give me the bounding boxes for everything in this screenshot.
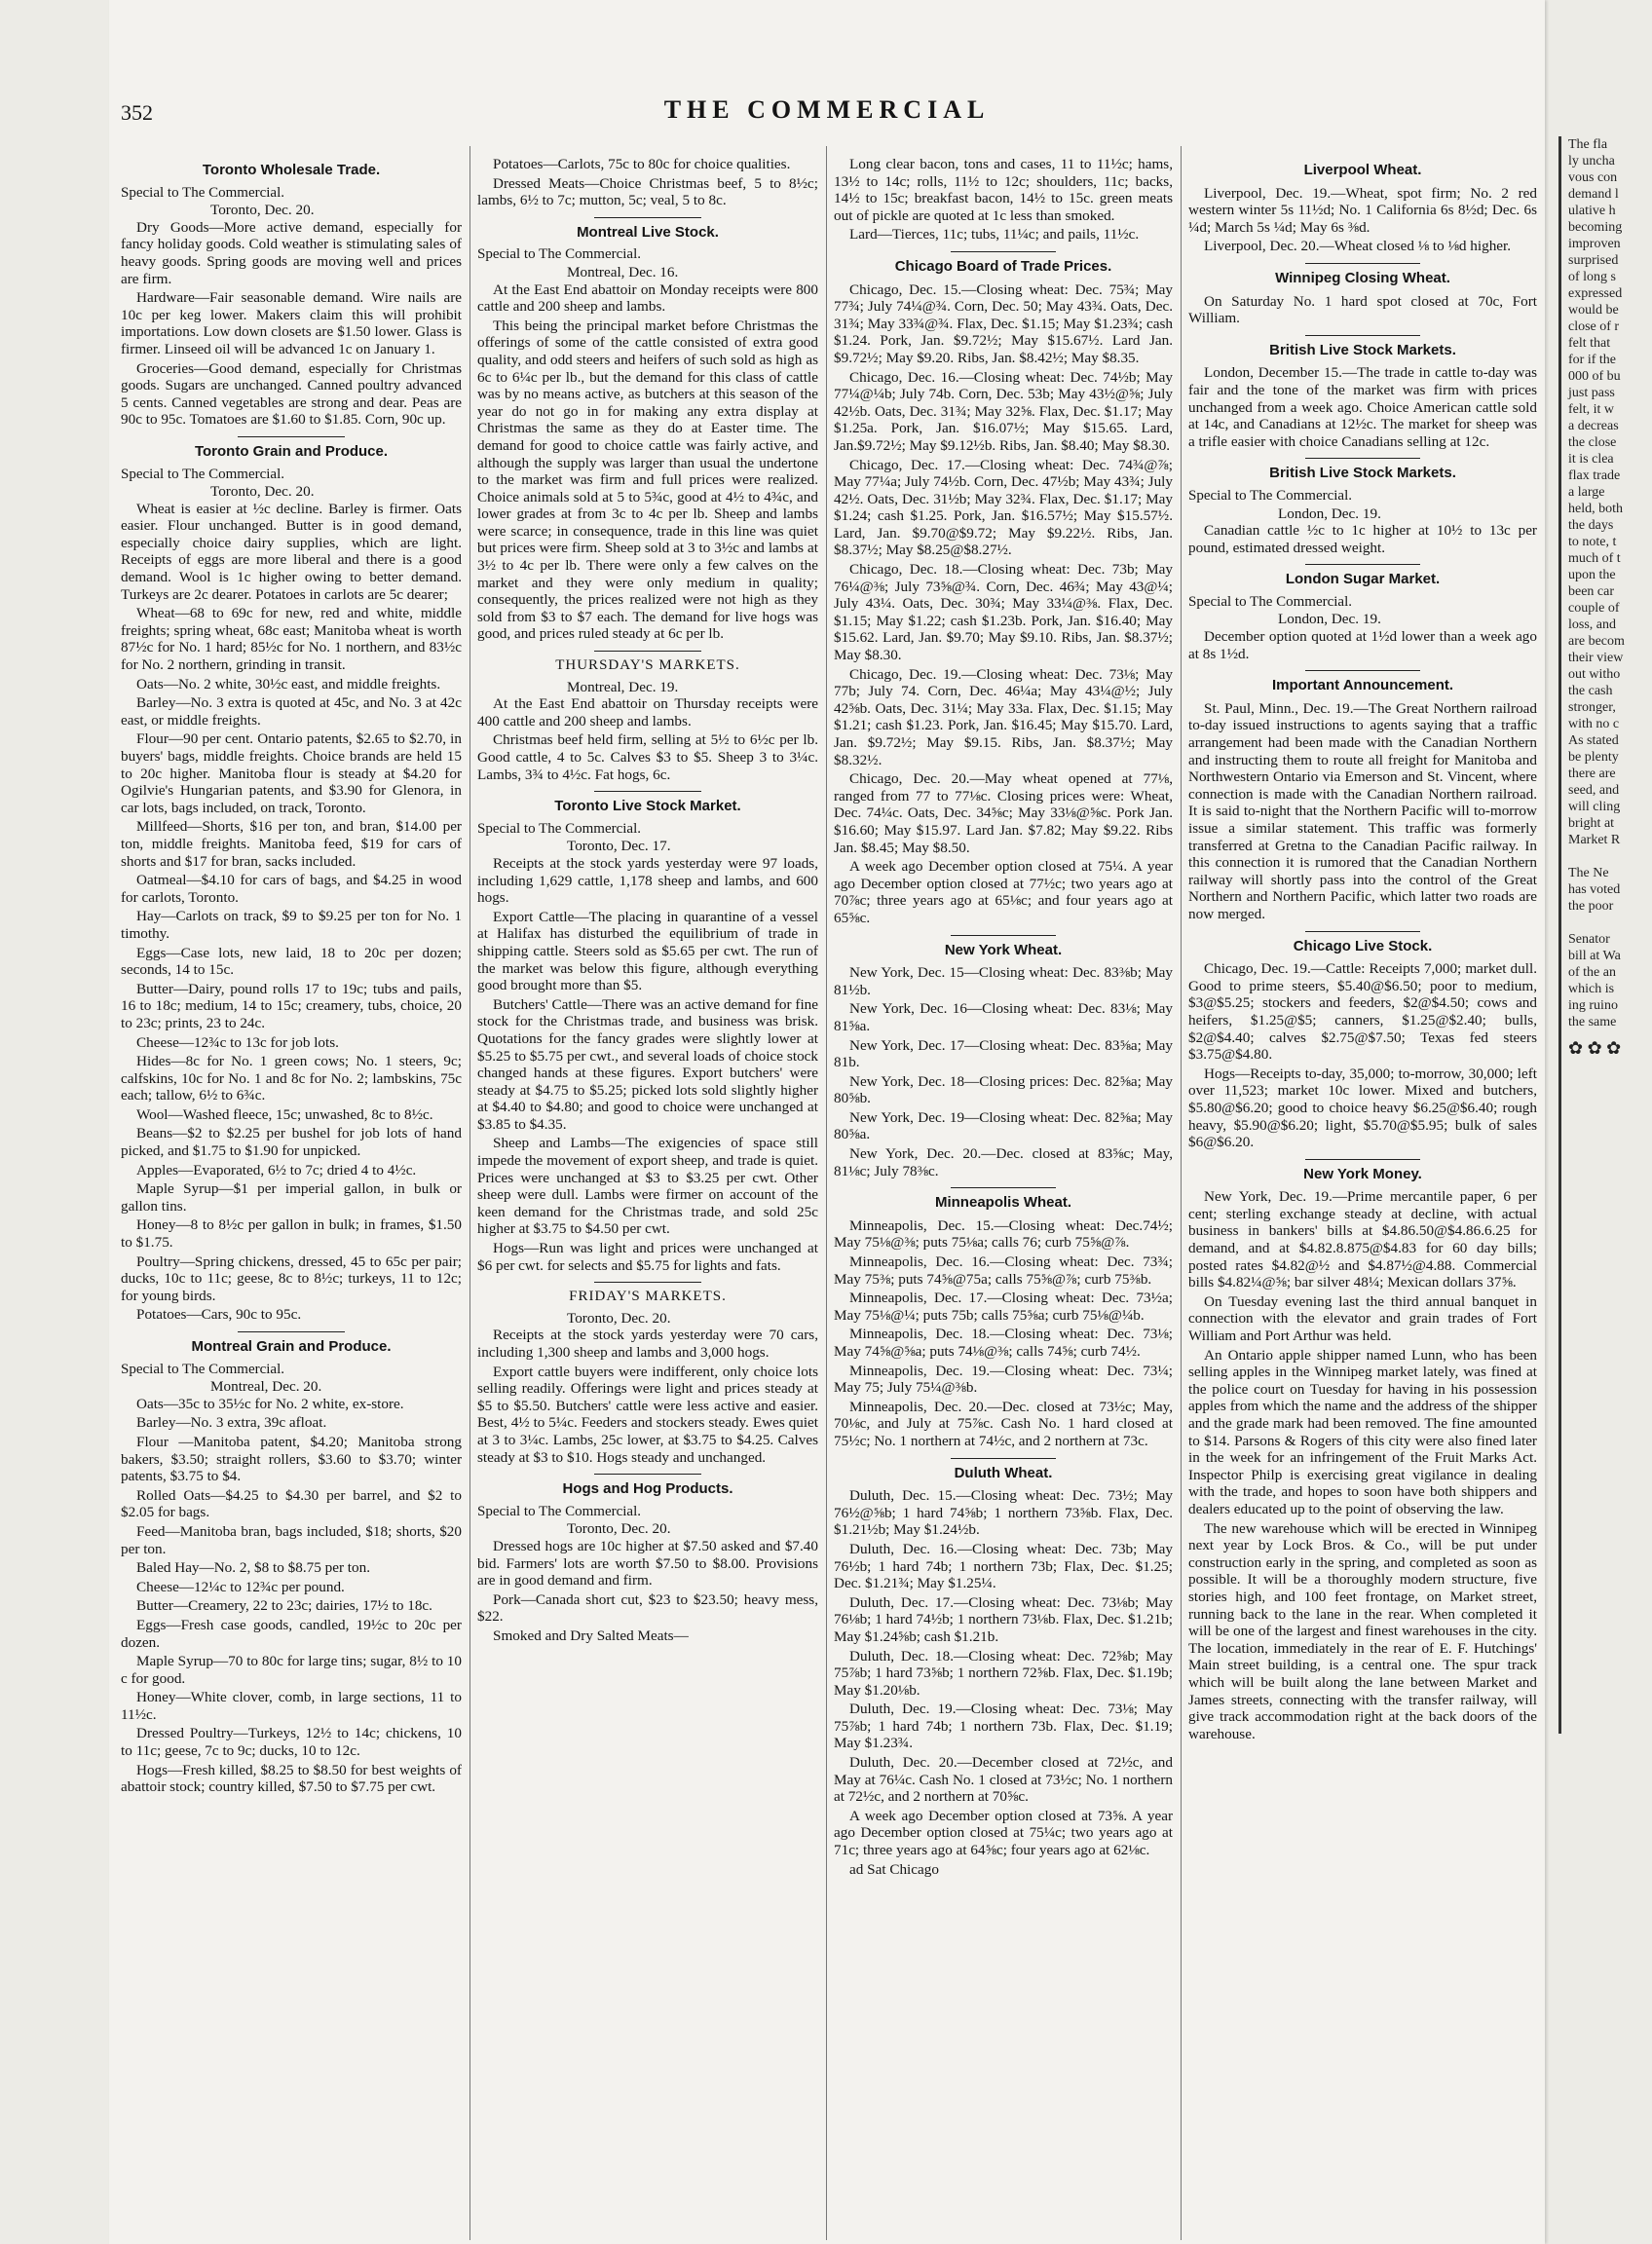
article-paragraph: Christmas beef held firm, selling at 5½ to 6½c per lb. Good cattle, 4 to 5c. Calves $3 to $5. Sheep 3 to 3¼c. Lambs, 3¾ to 4½c. Fat hogs, 6c. — [477, 731, 818, 783]
adjacent-text-fragment: the close — [1568, 435, 1617, 450]
article-paragraph: Poultry—Spring chickens, dressed, 45 to 65c per pair; ducks, 10c to 11c; geese, 8c to 8½c; turkeys, 11 to 12c; for young birds. — [121, 1253, 462, 1304]
article-paragraph: Maple Syrup—70 to 80c for large tins; sugar, 8½ to 10 c for good. — [121, 1653, 462, 1687]
article-paragraph: At the East End abattoir on Monday receipts were 800 cattle and 200 sheep and lambs. — [477, 280, 818, 316]
article-heading: British Live Stock Markets. — [1269, 341, 1456, 358]
article-section — [834, 1194, 1173, 1449]
article-paragraph: Apples—Evaporated, 6½ to 7c; dried 4 to 4½c. — [136, 1161, 417, 1178]
article-paragraph: On Tuesday evening last the third annual banquet in connection with the elevator and grain trades of Fort William and Port Arthur was held. — [1188, 1292, 1537, 1345]
adjacent-text-fragment: a decreas — [1568, 419, 1619, 433]
article-paragraph: Dressed Poultry—Turkeys, 12½ to 14c; chickens, 10 to 11c; geese, 7c to 9c; ducks, 10 to 12c. — [121, 1725, 462, 1760]
section-divider — [1305, 1159, 1420, 1160]
article-heading: British Live Stock Markets. — [1269, 465, 1456, 482]
article-heading: Important Announcement. — [1271, 677, 1454, 694]
article-paragraph: This being the principal market before Christmas the offerings of some of the cattle consisted of extra good quality, and odd steers and heifers of such sold as high as 6c to 6¼c per lb., but the demand for this class of cattle was by no means active, as butchers at this season of the year do not go in for making any extra display at Christmas the same as they do at Easter time. The demand for good to choice cattle was fairly active, and although the supply was larger than usual the undertone to the market was firm and full prices were realized. Choice animals sold at 5 to 5¾c, good at 4½ to 4¾c, and lower grades at from 3c to 4c per lb. Sheep and lambs were scarce; in consequence, trade in this line was quiet but prices were firm. Sheep sold at 3 to 3½c and lambs at 3½ to 4c per lb. There were only a few calves on the market and they were only medium in quality; consequently, the prices realized were not high as they sold from $3 to $7 each. The demand for live hogs was good, and prices ruled steady at 6c per lb. — [477, 317, 818, 643]
article-paragraph: Pork—Canada short cut, $23 to $23.50; heavy mess, $22. — [477, 1590, 818, 1626]
adjacent-text-fragment: improven — [1568, 237, 1621, 251]
article-paragraph: New York, Dec. 19.—Prime mercantile paper, 6 per cent; sterling exchange steady at decline, with actual business in bankers' bills at $4.86.50@$4.86.6.25 for demand, and at $4.82.8.875@$4.83 for 60 day bills; posted rates $4.82@½ and $4.87½@4.88. Commercial bills $4.82¼@⅝; bar silver 48¼; Mexican dollars 37⅝. — [1188, 1188, 1537, 1291]
article-paragraph: Eggs—Fresh case goods, candled, 19½c to 20c per dozen. — [121, 1616, 462, 1651]
adjacent-text-fragment: of long s — [1568, 270, 1616, 284]
article-paragraph: Groceries—Good demand, especially for Christmas goods. Sugars are unchanged. Canned poultry advanced 5 cents. Canned vegetables are strong and dear. Peas are 90c to 95c. Tomatoes are $1.60 to $1.85. Corn, 90c up. — [121, 359, 462, 429]
dateline: Toronto, Dec. 20. — [567, 1309, 671, 1327]
article-paragraph: Minneapolis, Dec. 16.—Closing wheat: Dec. 73¾; May 75⅜; puts 74⅝@75a; calls 75⅝@⅞; curb 75⅜b. — [834, 1253, 1173, 1288]
column-4 — [1188, 156, 1537, 2221]
article-section — [1188, 938, 1537, 1151]
section-divider — [951, 935, 1056, 936]
adjacent-text-fragment: ulative h — [1568, 204, 1616, 218]
adjacent-text-fragment: flax trade — [1568, 468, 1621, 483]
special-note: Special to The Commercial. — [1188, 593, 1353, 610]
column-3 — [834, 156, 1173, 2221]
adjacent-text-fragment: has voted — [1568, 882, 1621, 897]
adjacent-text-fragment: surprised — [1568, 253, 1619, 268]
adjacent-text-fragment: the same — [1568, 1015, 1617, 1029]
article-paragraph: Minneapolis, Dec. 19.—Closing wheat: Dec. 73¼; May 75; July 75¼@⅜b. — [834, 1362, 1173, 1397]
article-paragraph: Barley—No. 3 extra is quoted at 45c, and No. 3 at 42c east, or middle freights. — [121, 694, 462, 729]
article-paragraph: Chicago, Dec. 17.—Closing wheat: Dec. 74¾@⅞; May 77¼a; July 74½b. Corn, Dec. 47½b; May 43¾; July 42½. Oats, Dec. 31½b; May 32¾. Flax, Dec. $1.17; May $1.24; cash $1.25. Pork, Jan. $16.57½; May $15.57½. Lard, Jan. $9.70@$9.72; May $9.22½. Ribs, Jan. $8.37½; May $8.25@$8.27½. — [834, 456, 1173, 559]
article-heading: New York Wheat. — [944, 941, 1063, 958]
section-divider — [594, 651, 701, 652]
dateline: London, Dec. 19. — [1278, 611, 1381, 628]
article-section — [477, 156, 818, 209]
article-heading: Liverpool Wheat. — [1303, 162, 1422, 178]
adjacent-text-fragment: there are — [1568, 767, 1616, 781]
article-section — [1188, 571, 1537, 662]
article-heading: Montreal Live Stock. — [577, 223, 719, 241]
adjacent-text-fragment: much of t — [1568, 551, 1621, 566]
adjacent-text-fragment: close of r — [1568, 319, 1620, 334]
article-paragraph: Chicago, Dec. 16.—Closing wheat: Dec. 74½b; May 77¼@¼b; July 74b. Corn, Dec. 53b; May 43½@⅝; July 42½b. Oats, Dec. 31¾; May 32⅝. Flax, Dec. $1.17; May $1.25a. Pork, Jan. $16.07½; May $15.65. Lard, Jan.$9.72½; May $9.12½b. Ribs, Jan. $8.40; May $8.30. — [834, 368, 1173, 454]
article-paragraph: Sheep and Lambs—The exigencies of space still impede the movement of export sheep, and trade is quiet. Prices were unchanged at $3 to $3.25 per cwt. Other sheep were dull. Lambs were firmer on account of the keen demand for the Christmas trade, and sold 25c higher at $3.75 to $4.50 per cwt. — [477, 1135, 818, 1238]
section-divider — [238, 1331, 345, 1332]
adjacent-text-fragment: of the an — [1568, 965, 1616, 980]
section-divider — [1305, 564, 1420, 565]
article-paragraph: Duluth, Dec. 18.—Closing wheat: Dec. 72⅝b; May 75⅞b; 1 hard 73⅝b; 1 northern 72⅝b. Flax, Dec. $1.19b; May $1.20⅛b. — [834, 1647, 1173, 1699]
article-section — [834, 1465, 1173, 1879]
adjacent-text-fragment: bright at — [1568, 816, 1615, 831]
adjacent-text-fragment: felt that — [1568, 336, 1611, 351]
adjacent-text-fragment: will cling — [1568, 800, 1621, 814]
article-section — [121, 1338, 462, 1796]
article-paragraph: Rolled Oats—$4.25 to $4.30 per barrel, and $2 to $2.05 for bags. — [121, 1486, 462, 1521]
article-heading: Toronto Wholesale Trade. — [202, 162, 381, 178]
section-divider — [1305, 263, 1420, 264]
section-divider — [1305, 670, 1420, 671]
article-paragraph: Oats—No. 2 white, 30½c east, and middle freights. — [136, 675, 441, 692]
article-heading: Montreal Grain and Produce. — [191, 1338, 392, 1355]
article-paragraph: Receipts at the stock yards yesterday were 97 loads, including 1,629 cattle, 1,178 sheep and lambs, and 600 hogs. — [477, 854, 818, 907]
article-paragraph: An Ontario apple shipper named Lunn, who has been selling apples in the Winnipeg market lately, was fined at the police court on Tuesday for having in his possession apples from which the name and the address of the shipper and the grade mark had been removed. The fine amounted to $14. Parsons & Rogers of this city were also fined later in the week for an infringement of the Fruit Marks Act. Inspector Philp is exercising great vigilance in dealing with the trade, and hopes to soon have both shippers and dealers educated up to the point of observing the law. — [1188, 1346, 1537, 1517]
adjacent-page-strip — [1558, 136, 1652, 1734]
article-heading: Chicago Live Stock. — [1293, 937, 1433, 954]
article-paragraph: Butchers' Cattle—There was an active demand for fine stock for the Christmas trade, and business was brisk. Quotations for the fancy grades were slightly lower at $5.25 to $5.75 per cwt., and several loads of choice stock changed hands at these figures. Export butchers' were steady at $4.75 to $5.25; picked lots sold slightly higher at $4.40 to $4.80; and good to choice were unchanged at $3.85 to $4.35. — [477, 995, 818, 1133]
article-section — [1188, 270, 1537, 327]
article-section — [834, 156, 1173, 243]
adjacent-text-fragment: vous con — [1568, 170, 1618, 185]
article-paragraph: Oats—35c to 35½c for No. 2 white, ex-store. — [136, 1395, 404, 1412]
article-paragraph: Dry Goods—More active demand, especially for fancy holiday goods. Cold weather is stimulating sales of heavy goods. Spring goods are moving well and prices are firm. — [121, 218, 462, 287]
article-paragraph: Flour —Manitoba patent, $4.20; Manitoba strong bakers, $3.50; straight rollers, $3.60 to $3.70; winter patents, $3.75 to $4. — [121, 1433, 462, 1485]
ornament-border: ✿ ✿ ✿ — [1568, 1038, 1622, 1058]
adjacent-text-fragment: it is clea — [1568, 452, 1614, 467]
adjacent-text-fragment: the days — [1568, 518, 1614, 533]
article-heading: Minneapolis Wheat. — [934, 1194, 1071, 1212]
section-divider — [594, 1474, 701, 1475]
adjacent-text-fragment: ing ruino — [1568, 998, 1618, 1013]
section-divider — [594, 217, 701, 218]
article-paragraph: New York, Dec. 15—Closing wheat: Dec. 83⅜b; May 81½b. — [834, 964, 1173, 998]
article-paragraph: Millfeed—Shorts, $16 per ton, and bran, $14.00 per ton, middle freights. Manitoba feed, $19 for cars of shorts and $17 for bran, sacks included. — [121, 818, 462, 870]
adjacent-text-fragment: a large — [1568, 485, 1605, 500]
dateline: Montreal, Dec. 16. — [567, 263, 679, 280]
article-paragraph: Dressed hogs are 10c higher at $7.50 asked and $7.40 bid. Farmers' lots are worth $7.50 to $8.00. Provisions are in good demand and firm. — [477, 1537, 818, 1590]
section-divider — [238, 436, 345, 437]
article-heading: Toronto Live Stock Market. — [554, 798, 741, 815]
article-heading: Toronto Grain and Produce. — [194, 442, 389, 460]
article-paragraph: Hardware—Fair seasonable demand. Wire nails are 10c per keg lower. Makers claim this will prohibit importations. Low down closets are $1.50 lower. Glass is firmer. Linseed oil will be advanced 1c on January 1. — [121, 289, 462, 357]
page-number: 352 — [121, 100, 153, 125]
special-note: Special to The Commercial. — [121, 1361, 285, 1377]
article-section — [1188, 342, 1537, 451]
article-paragraph: Chicago, Dec. 20.—May wheat opened at 77⅛, ranged from 77 to 77⅛c. Closing prices were: Wheat, Dec. 74¼c. Oats, Dec. 34⅝c; May 33⅛@⅝c. Pork Jan. $16.60; May $15.97. Lard Jan. $7.82; May $9.22. Ribs Jan. $8.45; May $8.50. — [834, 770, 1173, 856]
adjacent-text-fragment: would be — [1568, 303, 1619, 318]
article-paragraph: Minneapolis, Dec. 20.—Dec. closed at 73½c; May, 70⅛c, and July at 75⅞c. Cash No. 1 hard closed at 75½c; No. 1 northern at 74½c, and 2 northern at 73c. — [834, 1398, 1173, 1449]
article-paragraph: Beans—$2 to $2.25 per bushel for job lots of hand picked, and $1.75 to $1.90 for unpicked. — [121, 1125, 462, 1160]
article-paragraph: New York, Dec. 17—Closing wheat: Dec. 83⅝a; May 81b. — [834, 1036, 1173, 1071]
section-divider — [951, 1187, 1056, 1188]
article-paragraph: Export cattle buyers were indifferent, only choice lots selling readily. Offerings were light and prices steady at $5 to $5.50. Butchers' cattle were less active and easier. Best, 4½ to 5¼c. Feeders and stockers steady. Ewes quiet at 3 to 3¼c. Lambs, 25c lower, at $3.75 to $4.25. Calves steady at $3 to $10. Hogs steady and unchanged. — [477, 1363, 818, 1466]
section-divider — [594, 1282, 701, 1283]
adjacent-text-fragment: seed, and — [1568, 783, 1620, 798]
page-edge — [1558, 136, 1561, 1734]
article-paragraph: Minneapolis, Dec. 18.—Closing wheat: Dec. 73⅛; May 74⅝@⅝a; puts 74⅛@⅜; calls 74⅝; curb 74½. — [834, 1326, 1173, 1360]
adjacent-text-fragment: the poor — [1568, 899, 1614, 914]
article-paragraph: Hay—Carlots on track, $9 to $9.25 per ton for No. 1 timothy. — [121, 908, 462, 942]
article-paragraph: ad Sat Chicago — [849, 1860, 939, 1878]
article-paragraph: Chicago, Dec. 19.—Cattle: Receipts 7,000; market dull. Good to prime steers, $5.40@$6.50; poor to medium, $3@$5.25; stockers and feeders, $2@$4.50; cows and heifers, $1.25@$5; canners, $1.25@$2.40; bulls, $2@$4.40; calves $2.75@$7.50; Texas fed steers $3.75@$4.80. — [1188, 960, 1537, 1064]
article-subhead: FRIDAY'S MARKETS. — [569, 1289, 727, 1305]
article-paragraph: Maple Syrup—$1 per imperial gallon, in bulk or gallon tins. — [121, 1180, 462, 1215]
adjacent-text-fragment: to note, t — [1568, 535, 1617, 549]
article-paragraph: Duluth, Dec. 20.—December closed at 72½c, and May at 76¼c. Cash No. 1 closed at 73½c; No. 1 northern at 72½c, and 2 northern at 70⅝c. — [834, 1754, 1173, 1806]
article-section — [121, 162, 462, 429]
article-section — [1188, 162, 1537, 255]
dateline: Montreal, Dec. 20. — [210, 1378, 322, 1396]
article-heading: New York Money. — [1303, 1165, 1422, 1182]
adjacent-text-fragment — [1558, 848, 1652, 865]
section-divider — [1305, 335, 1420, 336]
article-paragraph: Liverpool, Dec. 20.—Wheat closed ⅛ to ⅛d higher. — [1204, 238, 1512, 255]
section-divider — [1305, 458, 1420, 459]
article-section — [477, 1289, 818, 1466]
article-heading: Duluth Wheat. — [954, 1464, 1053, 1481]
article-section — [1188, 465, 1537, 556]
article-paragraph: New York, Dec. 19—Closing wheat: Dec. 82⅝a; May 80⅝a. — [834, 1108, 1173, 1143]
adjacent-text-fragment: felt, it w — [1568, 402, 1615, 417]
article-paragraph: Lard—Tierces, 11c; tubs, 11¼c; and pails, 11½c. — [849, 226, 1140, 243]
article-heading: Chicago Board of Trade Prices. — [894, 257, 1112, 275]
article-paragraph: Wheat—68 to 69c for new, red and white, middle freights; spring wheat, 68c east; Manitoba wheat is worth 87½c for No. 1 hard; 85½c for No. 1 northern, and 83½c for No. 2 northern, grinding in transit. — [121, 605, 462, 674]
article-paragraph: On Saturday No. 1 hard spot closed at 70c, Fort William. — [1188, 292, 1537, 327]
column-rule — [1181, 146, 1182, 2240]
article-paragraph: Hogs—Run was light and prices were unchanged at $6 per cwt. for selects and $5.75 for lights and fats. — [477, 1240, 818, 1274]
adjacent-text-fragment: upon the — [1568, 568, 1616, 582]
special-note: Special to The Commercial. — [121, 184, 285, 201]
adjacent-text-fragment: bill at Wa — [1568, 949, 1621, 963]
article-section — [1188, 677, 1537, 922]
section-divider — [951, 1458, 1056, 1459]
article-paragraph: Eggs—Case lots, new laid, 18 to 20c per dozen; seconds, 14 to 15c. — [121, 944, 462, 979]
article-paragraph: Cheese—12¾c to 13c for job lots. — [136, 1033, 339, 1051]
adjacent-text-fragment: 000 of bu — [1568, 369, 1621, 384]
article-section — [121, 443, 462, 1324]
article-paragraph: Barley—No. 3 extra, 39c afloat. — [136, 1414, 327, 1432]
article-paragraph: Receipts at the stock yards yesterday were 70 cars, including 1,300 sheep and lambs and 3,000 hogs. — [477, 1327, 818, 1361]
adjacent-text-fragment — [1558, 915, 1652, 931]
article-paragraph: Butter—Dairy, pound rolls 17 to 19c; tubs and pails, 16 to 18c; medium, 14 to 15c; creamery, tubs, choice, 20 to 23c; prints, 23 to 24c. — [121, 980, 462, 1031]
special-note: Special to The Commercial. — [477, 820, 642, 837]
adjacent-text-fragment: expressed — [1568, 286, 1623, 301]
adjacent-text-fragment: their view — [1568, 651, 1624, 665]
article-paragraph: Feed—Manitoba bran, bags included, $18; shorts, $20 per ton. — [121, 1522, 462, 1557]
article-paragraph: A week ago December option closed at 75¼. A year ago December option closed at 77½c; two years ago at 70⅞c; three years ago at 65⅛c; and four years ago at 65⅝c. — [834, 858, 1173, 926]
adjacent-text-fragment: loss, and — [1568, 617, 1616, 632]
adjacent-text-fragment: demand l — [1568, 187, 1619, 202]
adjacent-text-fragment: stronger, — [1568, 700, 1616, 715]
article-paragraph: Duluth, Dec. 19.—Closing wheat: Dec. 73⅛; May 75⅞b; 1 hard 74b; 1 northern 73b. Flax, Dec. $1.19; May $1.23¾. — [834, 1701, 1173, 1752]
section-divider — [594, 791, 701, 792]
article-paragraph: Hogs—Fresh killed, $8.25 to $8.50 for best weights of abattoir stock; country killed, $7.50 to $7.75 per cwt. — [121, 1761, 462, 1796]
adjacent-text-fragment: The fla — [1568, 137, 1608, 152]
dateline: Toronto, Dec. 17. — [567, 838, 671, 855]
adjacent-text-fragment: couple of — [1568, 601, 1620, 616]
adjacent-text-fragment: the cash — [1568, 684, 1613, 698]
article-paragraph: Long clear bacon, tons and cases, 11 to 11½c; hams, 13½ to 14c; rolls, 11½ to 12c; shoulders, 11c; backs, 14½ to 15c; breakfast bacon, 14½ to 15c. green meats out of pickle are quoted at 1c less than smoked. — [834, 156, 1173, 224]
adjacent-text-fragment: Market R — [1568, 833, 1621, 847]
article-paragraph: Smoked and Dry Salted Meats— — [493, 1627, 689, 1644]
article-paragraph: London, December 15.—The trade in cattle to-day was fair and the tone of the market was firm with prices unchanged from a week ago. Choice American cattle sold at 14c, and Canadians at 12½c. The market for sheep was a trifle easier with choice Canadians selling at 12c. — [1188, 364, 1537, 450]
article-section — [477, 657, 818, 783]
article-paragraph: Wool—Washed fleece, 15c; unwashed, 8c to 8½c. — [136, 1105, 433, 1123]
article-paragraph: New York, Dec. 16—Closing wheat: Dec. 83⅛; May 81⅝a. — [834, 1000, 1173, 1034]
special-note: Special to The Commercial. — [477, 246, 642, 263]
article-paragraph: New York, Dec. 18—Closing prices: Dec. 82⅝a; May 80⅝b. — [834, 1072, 1173, 1107]
article-paragraph: The new warehouse which will be erected in Winnipeg next year by Lock Bros. & Co., will be put under construction early in the spring, and completed as soon as possible. It will be a thoroughly modern structure, five stories high, and 100 feet frontage, on Market street, running back to the lane in the rear. When completed it will be one of the largest and finest warehouses in the city. The location, immediately in the rear of E. F. Hutchings' Main street building, is a central one. The spur track which will be built along the lane between Market and James streets, connecting with the transfer railway, will give track accommodation right at the back doors of the warehouse. — [1188, 1519, 1537, 1742]
section-divider — [1305, 931, 1420, 932]
column-rule — [826, 146, 827, 2240]
article-section — [477, 1480, 818, 1644]
adjacent-text-fragment: just pass — [1568, 386, 1615, 400]
adjacent-text-fragment: held, both — [1568, 502, 1623, 516]
article-heading: Winnipeg Closing Wheat. — [1275, 269, 1450, 286]
article-paragraph: Flour—90 per cent. Ontario patents, $2.65 to $2.70, in buyers' bags, middle freights. Choice brands are held 15 to 20c higher. Manitoba flour is steady at $4.20 for Ogilvie's Hungarian patents, and $3.90 for Glenora, in car lots, bags included, on track, Toronto. — [121, 730, 462, 816]
article-paragraph: A week ago December option closed at 73⅝. A year ago December option closed at 75¼c; two years ago at 71c; three years ago at 64⅝c; four years ago at 62⅛c. — [834, 1807, 1173, 1859]
article-paragraph: Chicago, Dec. 18.—Closing wheat: Dec. 73b; May 76¼@⅜; July 73⅝@¾. Corn, Dec. 46¾; May 43@¼; July 43¼. Oats, Dec. 30¾; May 33¼@⅜. Flax, Dec. $1.15; May $1.22; cash $1.23b. Pork, Jan. $16.40; May $15.62. Lard, Jan. $9.70; May $9.10. Ribs, Jan. $8.37½; May $8.30. — [834, 561, 1173, 664]
article-section — [1188, 1166, 1537, 1743]
special-note: Special to The Commercial. — [1188, 487, 1353, 504]
article-paragraph: Duluth, Dec. 15.—Closing wheat: Dec. 73½; May 76½@⅝b; 1 hard 74⅝b; 1 northern 73⅝b. Flax, Dec. $1.21½b; May $1.24½b. — [834, 1487, 1173, 1539]
section-divider — [951, 251, 1056, 252]
adjacent-text-fragment: been car — [1568, 584, 1615, 599]
adjacent-text-fragment: As stated — [1568, 733, 1619, 748]
article-paragraph: Canadian cattle ½c to 1c higher at 10½ to 13c per pound, estimated dressed weight. — [1188, 522, 1537, 556]
article-paragraph: Baled Hay—No. 2, $8 to $8.75 per ton. — [136, 1559, 371, 1577]
article-section — [834, 258, 1173, 927]
dateline: Montreal, Dec. 19. — [567, 678, 679, 695]
article-paragraph: Export Cattle—The placing in quarantine of a vessel at Halifax has disturbed the equilibrium of trade in shipping cattle. Steers sold as $5.65 per cwt. The run of the market was below this figure, although everything good brought more than $5. — [477, 908, 818, 994]
article-paragraph: December option quoted at 1½d lower than a week ago at 8s 1½d. — [1188, 628, 1537, 662]
article-paragraph: At the East End abattoir on Thursday receipts were 400 cattle and 200 sheep and lambs. — [477, 695, 818, 729]
dateline: Toronto, Dec. 20. — [210, 202, 315, 219]
article-paragraph: Liverpool, Dec. 19.—Wheat, spot firm; No. 2 red western winter 5s 11½d; No. 1 California 6s 8½d; Dec. 6s ¼d; March 5s ¼d; May 6s ⅜d. — [1188, 184, 1537, 236]
adjacent-text-fragment: out witho — [1568, 667, 1621, 682]
adjacent-text-fragment: Senator — [1568, 932, 1610, 947]
adjacent-text-fragment: for if the — [1568, 353, 1616, 367]
article-paragraph: Wheat is easier at ½c decline. Barley is firmer. Oats easier. Flour unchanged. Butter is in good demand, especially choice dairy supplies, which are light. Receipts of eggs are more liberal and there is a good demand. Wool is 1c higher owing to better demand. Turkeys are 2c dearer. Potatoes in carlots are 5c dearer; — [121, 500, 462, 603]
article-paragraph: Chicago, Dec. 19.—Closing wheat: Dec. 73⅛; May 77b; July 74. Corn, Dec. 46¼a; May 43¼@½; July 42⅝b. Oats, Dec. 31¼; May 33a. Flax, Dec. $1.15; May $1.21; cash $1.23. Pork, Jan. $16.45; May $15.70. Lard, Jan. $9.72½; May $9.15. Ribs, Jan. $8.37½; May $8.32½. — [834, 665, 1173, 768]
article-paragraph: Potatoes—Cars, 90c to 95c. — [136, 1306, 302, 1324]
adjacent-text-fragment: The Ne — [1568, 866, 1609, 880]
adjacent-text-fragment: are becom — [1568, 634, 1625, 649]
article-paragraph: Minneapolis, Dec. 17.—Closing wheat: Dec. 73½a; May 75⅛@¼; puts 75b; calls 75⅝a; curb 75⅛@¼b. — [834, 1290, 1173, 1324]
special-note: Special to The Commercial. — [121, 466, 285, 482]
article-paragraph: Minneapolis, Dec. 15.—Closing wheat: Dec.74½; May 75⅛@⅜; puts 75⅛a; calls 76; curb 75⅝@⅞. — [834, 1216, 1173, 1252]
article-paragraph: Butter—Creamery, 22 to 23c; dairies, 17½ to 18c. — [136, 1597, 432, 1615]
article-paragraph: New York, Dec. 20.—Dec. closed at 83⅝c; May, 81⅛c; July 78⅜c. — [834, 1145, 1173, 1179]
newspaper-page — [109, 0, 1545, 2244]
column-1 — [121, 156, 462, 2221]
article-paragraph: Oatmeal—$4.10 for cars of bags, and $4.25 in wood for carlots, Toronto. — [121, 872, 462, 906]
article-paragraph: Hides—8c for No. 1 green cows; No. 1 steers, 9c; calfskins, 10c for No. 1 and 8c for No. 2; lambskins, 75c each; tallow, 6½ to 6¾c. — [121, 1053, 462, 1104]
article-heading: London Sugar Market. — [1285, 571, 1441, 588]
article-paragraph: St. Paul, Minn., Dec. 19.—The Great Northern railroad to-day issued instructions to agents saying that a traffic arrangement had been made with the Canadian Northern and instructing them to route all freight for Manitoba and Northwestern Ontario via Emerson and St. Vincent, where connection is made with the Canadian Northern railroad. It is said to-night that the Northern Pacific will to-morrow issue a similar statement. This traffic was formerly transferred at Gretna to the Canadian Pacific railway. In this connection it is rumored that the Canadian Northern railway will shortly pass into the control of the Great Northern and Northern Pacific, which latter two roads are now merged. — [1188, 699, 1537, 922]
article-paragraph: Duluth, Dec. 16.—Closing wheat: Dec. 73b; May 76½b; 1 hard 74b; 1 northern 73b; Flax, Dec. $1.25; Dec. $1.21¾; May $1.25¼. — [834, 1540, 1173, 1592]
dateline: Toronto, Dec. 20. — [567, 1520, 671, 1538]
article-paragraph: Honey—8 to 8½c per gallon in bulk; in frames, $1.50 to $1.75. — [121, 1216, 462, 1252]
adjacent-text-fragment: ly uncha — [1568, 154, 1615, 168]
article-section — [477, 798, 818, 1274]
dateline: London, Dec. 19. — [1278, 505, 1381, 522]
dateline: Toronto, Dec. 20. — [210, 483, 315, 501]
article-section — [477, 224, 818, 643]
article-section — [834, 942, 1173, 1180]
adjacent-text-fragment: be plenty — [1568, 750, 1619, 765]
special-note: Special to The Commercial. — [477, 1503, 642, 1519]
article-heading: Hogs and Hog Products. — [562, 1480, 733, 1498]
article-paragraph: Cheese—12¼c to 12¾c per pound. — [136, 1578, 345, 1595]
article-paragraph: Dressed Meats—Choice Christmas beef, 5 to 8½c; lambs, 6½ to 7c; mutton, 5c; veal, 5 to 8c. — [477, 174, 818, 209]
adjacent-text-fragment: which is — [1568, 982, 1615, 996]
article-paragraph: Hogs—Receipts to-day, 35,000; to-morrow, 30,000; left over 11,523; market 10c lower. Mixed and butchers, $5.80@$6.20; good to choice heavy $6.25@$6.40; rough heavy, $5.90@$6.20; light, $5.70@$5.95; bulk of sales $6@$6.20. — [1188, 1065, 1537, 1151]
article-paragraph: Chicago, Dec. 15.—Closing wheat: Dec. 75¾; May 77¾; July 74¼@¾. Corn, Dec. 50; May 43¾. Oats, Dec. 31¾; May 33¾@¾. Flax, Dec. $1.15; May $1.23¾; cash $1.24. Pork, Jan. $9.72½; May $15.67½. Lard Jan. $9.72½; May $9.20. Ribs, Jan. $8.42½; May $8.35. — [834, 280, 1173, 366]
column-2 — [477, 156, 818, 2221]
adjacent-text-fragment: becoming — [1568, 220, 1623, 235]
column-rule — [469, 146, 470, 2240]
article-paragraph: Honey—White clover, comb, in large sections, 11 to 11½c. — [121, 1689, 462, 1723]
adjacent-text-fragment: with no c — [1568, 717, 1620, 731]
adjacent-page-text — [1558, 136, 1652, 1057]
article-subhead: THURSDAY'S MARKETS. — [555, 657, 740, 674]
article-paragraph: Potatoes—Carlots, 75c to 80c for choice qualities. — [493, 156, 791, 172]
masthead: THE COMMERCIAL — [663, 95, 991, 124]
article-paragraph: Duluth, Dec. 17.—Closing wheat: Dec. 73⅛b; May 76⅛b; 1 hard 74½b; 1 northern 73⅛b. Flax, Dec. $1.21b; May $1.24⅝b; cash $1.21b. — [834, 1593, 1173, 1645]
